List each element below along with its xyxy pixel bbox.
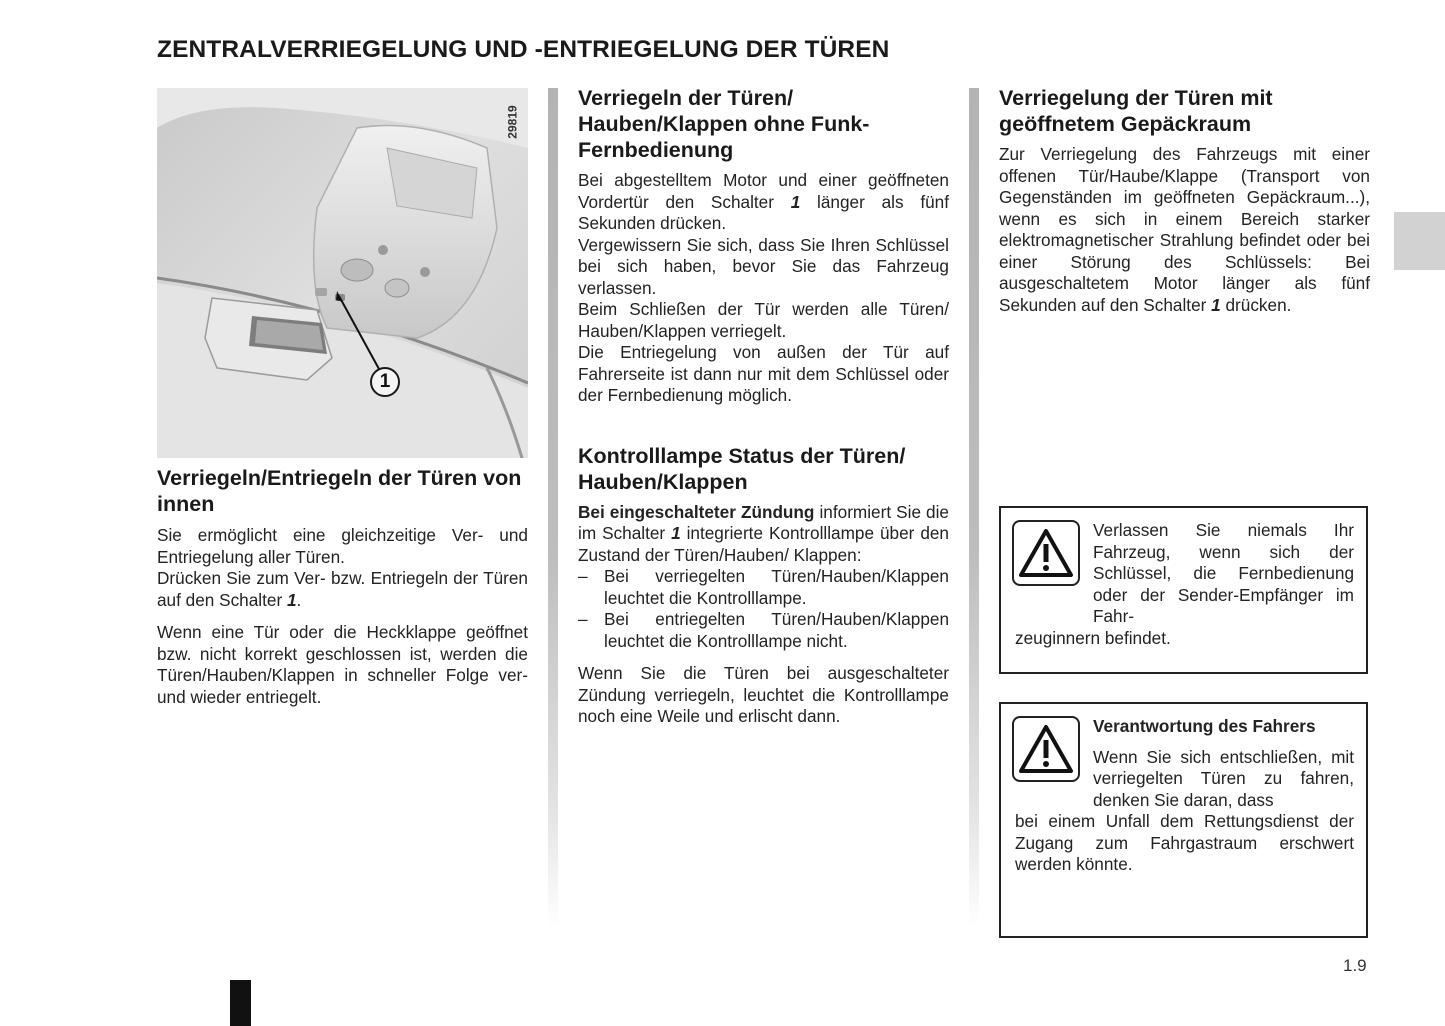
section-thumb-tab: [1394, 212, 1445, 270]
col2-paragraph-3: Beim Schließen der Tür werden alle Türen/ Hauben/Klappen verriegelt.: [578, 299, 949, 341]
column-divider-1: [548, 88, 558, 928]
page-number: 1.9: [1343, 956, 1367, 975]
heading-status-lamp: Kontrolllampe Status der Türen/ Hauben/Klappen: [578, 443, 906, 494]
column-divider-2: [969, 88, 979, 928]
heading-lock-open-boot: Verriegelung der Türen mit geöffnetem Gepäckraum: [999, 86, 1273, 136]
warning-2-text: Wenn Sie sich entschließen, mit verriegelten Türen zu fahren, denken Sie daran, dass: [1093, 746, 1354, 810]
figure-id: 29819: [506, 105, 520, 139]
warning-1-text: Verlassen Sie niemals Ihr Fahrzeug, wenn sich der Schlüssel, die Fernbedienung oder der Sender-Empfänger im Fahr-: [1093, 520, 1354, 626]
page-title: ZENTRALVERRIEGELUNG UND -ENTRIEGELUNG DER TÜREN: [157, 36, 890, 63]
column-2: [578, 85, 949, 728]
col2-paragraph-4: Die Entriegelung von außen der Tür auf Fahrerseite ist dann nur mit dem Schlüssel oder der Fernbedienung möglich.: [578, 342, 949, 405]
list-item: – Bei entriegelten Türen/Hauben/Klappen leuchtet die Kontrolllampe nicht.: [578, 609, 949, 651]
col2-paragraph-5: Bei eingeschalteter Zündung informiert Sie die im Schalter 1 integrierte Kontrolllampe über den Zustand der Türen/Hauben/ Klappen:: [578, 501, 949, 565]
list-item: – Bei verriegelten Türen/Hauben/Klappen leuchtet die Kontrolllampe.: [578, 566, 949, 608]
heading-lock-inside: Verriegeln/Entriegeln der Türen von innen: [157, 466, 522, 516]
col3-paragraph-1: Zur Verriegelung des Fahrzeugs mit einer offenen Tür/Haube/Klappe (Transport von Gegenständen im geöffneten Gepäckraum...), wenn es sich in einem Bereich starker elektromagnetischer Strahlung befindet oder bei einer Störung des Schlüssels: Bei ausgeschaltetem Motor länger als fünf Sekunden auf den Schalter 1 drücken.: [999, 144, 1370, 315]
warning-box-key: [999, 506, 1368, 674]
warning-2-title: Verantwortung des Fahrers: [1093, 716, 1316, 736]
warning-1-text-cont: zeuginnern befindet.: [1015, 627, 1171, 648]
overhead-console-photo: [157, 88, 528, 458]
col2-paragraph-1: Bei abgestelltem Motor und einer geöffneten Vordertür den Schalter 1 länger als fünf Sekunden drücken.: [578, 170, 949, 233]
col1-paragraph-3: Wenn eine Tür oder die Heckklappe geöffnet bzw. nicht korrekt geschlossen ist, werden die Türen/Hauben/Klappen in schneller Folge ver- und wieder entriegelt.: [157, 622, 528, 707]
column-3: [999, 85, 1370, 316]
callout-1: 1: [370, 367, 400, 397]
warning-box-driver: [999, 702, 1368, 938]
heading-lock-without-remote: Verriegeln der Türen/ Hauben/Klappen ohne Funk-Fernbedienung: [578, 86, 870, 162]
warning-2-text-cont: bei einem Unfall dem Rettungsdienst der Zugang zum Fahrgastraum erschwert werden könnte.: [1015, 811, 1354, 874]
column-1: [157, 465, 528, 708]
col2-paragraph-2: Vergewissern Sie sich, dass Sie Ihren Schlüssel bei sich haben, bevor Sie das Fahrzeug verlassen.: [578, 234, 949, 298]
col1-paragraph-1: Sie ermöglicht eine gleichzeitige Ver- und Entriegelung aller Türen.: [157, 525, 528, 567]
print-marker: [230, 980, 251, 1026]
col2-paragraph-6: Wenn Sie die Türen bei ausgeschalteter Zündung verriegeln, leuchtet die Kontrolllampe noch eine Weile und erlischt dann.: [578, 663, 949, 726]
col1-paragraph-2: Drücken Sie zum Ver- bzw. Entriegeln der Türen auf den Schalter 1.: [157, 568, 528, 610]
